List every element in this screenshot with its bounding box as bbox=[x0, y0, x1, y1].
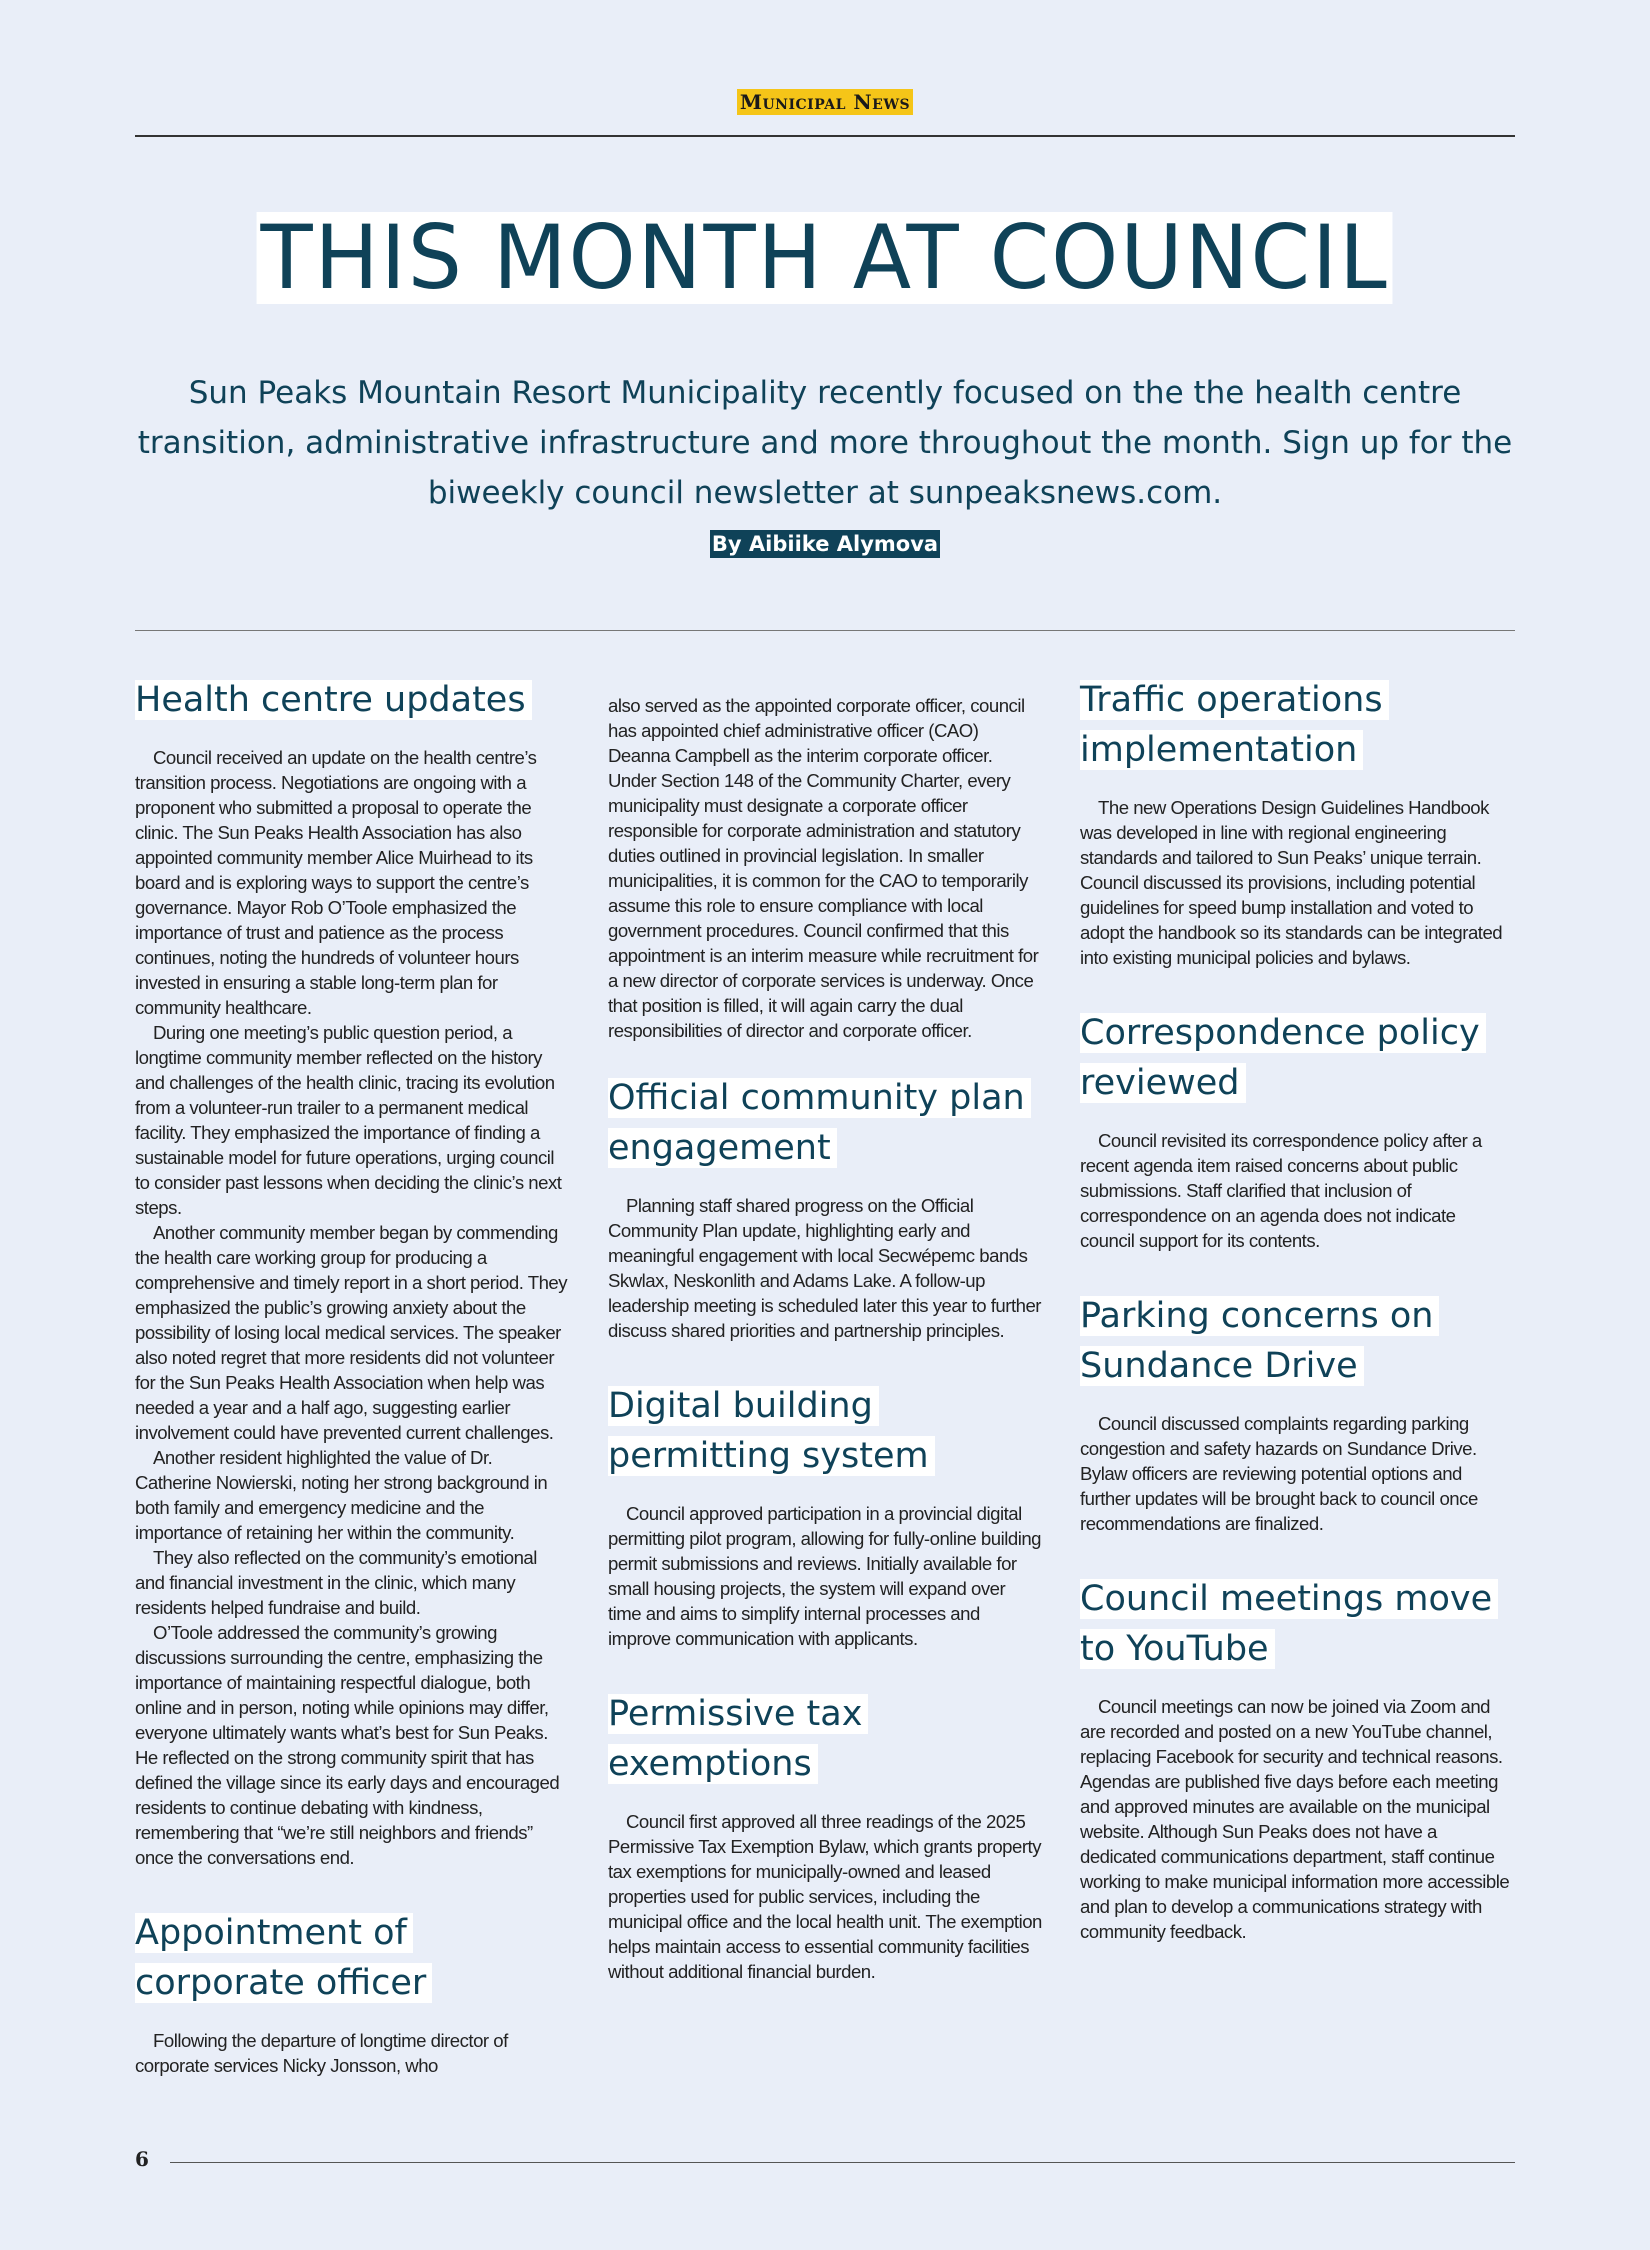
column-2 bbox=[608, 675, 1042, 1984]
paragraph: Council meetings can now be joined via Zoom and are recorded and posted on a new YouTube channel, replacing Facebook for security and technical reasons. Agendas are published five days before each meeting and approved minutes are available on the municipal website. Although Sun Peaks does not have a dedicated communications department, staff continue working to make municipal information more accessible and plan to develop a communications strategy with community feedback. bbox=[1080, 1696, 1510, 1942]
paragraph: Following the departure of longtime director of corporate services Nicky Jonsson, who bbox=[135, 2030, 508, 2076]
section-title-health: Health centre updates bbox=[135, 675, 569, 725]
section-body-correspondence bbox=[1080, 1128, 1514, 1253]
section-body-youtube bbox=[1080, 1694, 1514, 1944]
section-title-correspondence: Correspondence policy reviewed bbox=[1080, 1008, 1514, 1108]
paragraph: During one meeting’s public question period, a longtime community member reflected on the history and challenges of the health clinic, tracing its evolution from a volunteer-run trailer to a permanent medical facility. They emphasized the importance of finding a sustainable model for future operations, urging council to consider past lessons when deciding the clinic’s next steps. bbox=[135, 1022, 562, 1218]
bottom-rule bbox=[170, 2162, 1515, 2163]
section-body-corporate-continued bbox=[608, 693, 1042, 1043]
section-body-ocp bbox=[608, 1193, 1042, 1343]
headline-text: THIS MONTH AT COUNCIL bbox=[257, 212, 1393, 304]
paragraph: Council revisited its correspondence policy after a recent agenda item raised concerns about public submissions. Staff clarified that inclusion of correspondence on an agenda does not indicate council support for its contents. bbox=[1080, 1130, 1482, 1251]
section-body-corporate bbox=[135, 2028, 569, 2078]
section-body-permitting bbox=[608, 1501, 1042, 1651]
paragraph: O’Toole addressed the community’s growing discussions surrounding the centre, emphasizing the importance of maintaining respectful dialogue, both online and in person, noting while opinions may differ, everyone ultimately wants what’s best for Sun Peaks. He reflected on the strong community spirit that has defined the village since its early days and encouraged residents to continue debating with kindness, remembering that “we’re still neighbors and friends” once the conversations end. bbox=[135, 1622, 560, 1868]
section-body-tax bbox=[608, 1809, 1042, 1984]
column-1 bbox=[135, 675, 569, 2078]
paragraph: Council first approved all three readings of the 2025 Permissive Tax Exemption Bylaw, which grants property tax exemptions for municipally-owned and leased properties used for public services, including the municipal office and the local health unit. The exemption helps maintain access to essential community facilities without additional financial burden. bbox=[608, 1811, 1042, 1982]
paragraph: They also reflected on the community’s emotional and financial investment in the clinic, which many residents helped fundraise and build. bbox=[135, 1547, 537, 1618]
section-body-parking bbox=[1080, 1411, 1514, 1536]
dek: Sun Peaks Mountain Resort Municipality recently focused on the the health centre transition, administrative infrastructure and more throughout the month. Sign up for the biweekly council newsletter at sunpeaksnews.com. bbox=[137, 375, 1513, 511]
section-tag bbox=[0, 90, 1650, 114]
byline-text: By Aibiike Alymova bbox=[711, 532, 939, 556]
paragraph: Council discussed complaints regarding parking congestion and safety hazards on Sundance Drive. Bylaw officers are reviewing potential options and further updates will be brought back to council once recommendations are finalized. bbox=[1080, 1413, 1478, 1534]
paragraph: Another resident highlighted the value of Dr. Catherine Nowierski, noting her strong background in both family and emergency medicine and the importance of retaining her within the community. bbox=[135, 1447, 548, 1543]
section-title-parking: Parking concerns on Sundance Drive bbox=[1080, 1291, 1514, 1391]
paragraph: The new Operations Design Guidelines Handbook was developed in line with regional engineering standards and tailored to Sun Peaks’ unique terrain. Council discussed its provisions, including potential guidelines for speed bump installation and voted to adopt the handbook so its standards can be integrated into existing municipal policies and bylaws. bbox=[1080, 797, 1503, 968]
paragraph: Council received an update on the health centre’s transition process. Negotiations are ongoing with a proponent who submitted a proposal to operate the clinic. The Sun Peaks Health Association has also appointed community member Alice Muirhead to its board and is exploring ways to support the centre’s governance. Mayor Rob O’Toole emphasized the importance of trust and patience as the process continues, noting the hundreds of volunteer hours invested in ensuring a stable long-term plan for community healthcare. bbox=[135, 747, 537, 1018]
page-number: 6 bbox=[135, 2147, 149, 2171]
section-tag-label: Municipal News bbox=[737, 89, 913, 115]
section-title-ocp: Official community plan engagement bbox=[608, 1073, 1042, 1173]
column-3 bbox=[1080, 675, 1514, 1944]
section-title-corporate: Appointment of corporate officer bbox=[135, 1908, 569, 2008]
byline bbox=[0, 532, 1650, 556]
paragraph: also served as the appointed corporate officer, council has appointed chief administrative officer (CAO) Deanna Campbell as the interim corporate officer. Under Section 148 of the Community Charter, every municipality must designate a corporate officer responsible for corporate administration and statutory duties outlined in provincial legislation. In smaller municipalities, it is common for the CAO to temporarily assume this role to ensure compliance with local government procedures. Council confirmed that this appointment is an interim measure while recruitment for a new director of corporate services is underway. Once that position is filled, it will again carry the dual responsibilities of director and corporate officer. bbox=[608, 695, 1039, 1041]
paragraph: Another community member began by commending the health care working group for producing a comprehensive and timely report in a short period. They emphasized the public’s growing anxiety about the possibility of losing local medical services. The speaker also noted regret that more residents did not volunteer for the Sun Peaks Health Association when help was needed a year and a half ago, suggesting earlier involvement could have prevented current challenges. bbox=[135, 1222, 568, 1443]
paragraph: Planning staff shared progress on the Official Community Plan update, highlighting early and meaningful engagement with local Secwépemc bands Skwlax, Neskonlith and Adams Lake. A follow-up leadership meeting is scheduled later this year to further discuss shared priorities and partnership principles. bbox=[608, 1195, 1041, 1341]
section-body-health bbox=[135, 745, 569, 1870]
section-body-traffic bbox=[1080, 795, 1514, 970]
paragraph: Council approved participation in a provincial digital permitting pilot program, allowing for fully-online building permit submissions and reviews. Initially available for small housing projects, the system will expand over time and aims to simplify internal processes and improve communication with applicants. bbox=[608, 1503, 1042, 1649]
headline bbox=[0, 206, 1650, 309]
middle-rule bbox=[135, 630, 1515, 631]
section-title-youtube: Council meetings move to YouTube bbox=[1080, 1574, 1514, 1674]
top-rule bbox=[135, 135, 1515, 137]
section-title-tax: Permissive tax exemptions bbox=[608, 1689, 1042, 1789]
section-title-permitting: Digital building permitting system bbox=[608, 1381, 1042, 1481]
section-title-traffic: Traffic operations implementation bbox=[1080, 675, 1514, 775]
